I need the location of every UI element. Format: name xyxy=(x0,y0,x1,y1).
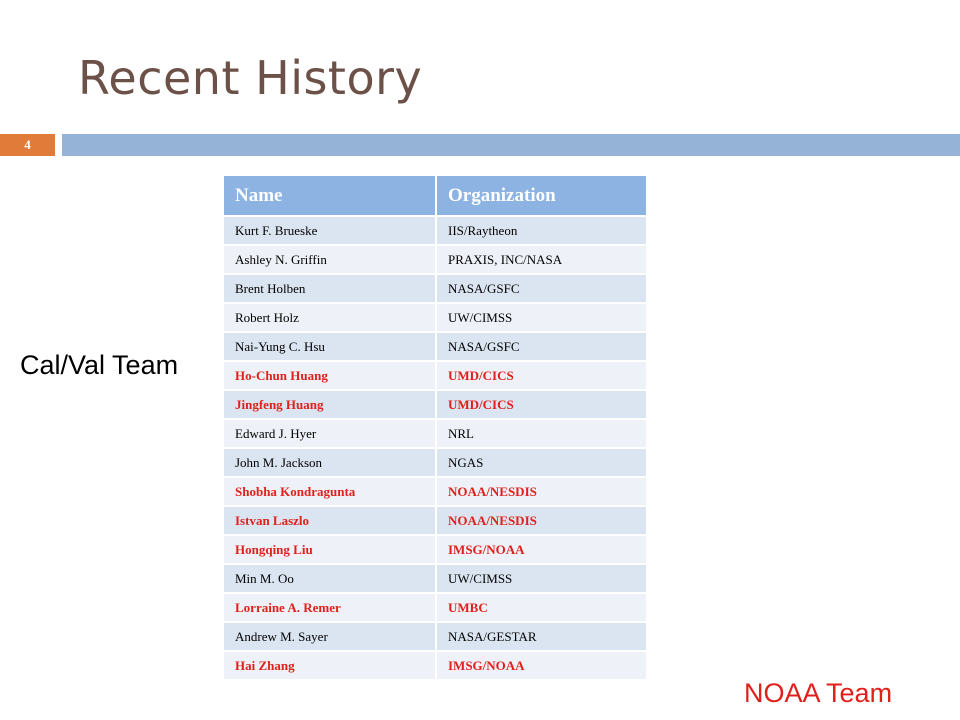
member-organization-cell: NASA/GESTAR xyxy=(436,622,647,651)
member-name-cell: Shobha Kondragunta xyxy=(224,477,436,506)
member-organization-cell: NGAS xyxy=(436,448,647,477)
team-roster-table xyxy=(224,176,648,681)
member-name-cell: Hai Zhang xyxy=(224,651,436,680)
member-name-cell: Andrew M. Sayer xyxy=(224,622,436,651)
member-name-cell: Min M. Oo xyxy=(224,564,436,593)
column-header-organization: Organization xyxy=(436,176,647,216)
member-organization-cell: NRL xyxy=(436,419,647,448)
member-name-cell: Lorraine A. Remer xyxy=(224,593,436,622)
table-row xyxy=(224,419,647,448)
table-row xyxy=(224,593,647,622)
member-organization-cell: NOAA/NESDIS xyxy=(436,477,647,506)
table-header-row xyxy=(224,176,647,216)
slide-number: 4 xyxy=(0,134,55,156)
member-organization-cell: NOAA/NESDIS xyxy=(436,506,647,535)
member-organization-cell: UMD/CICS xyxy=(436,390,647,419)
member-organization-cell: UMD/CICS xyxy=(436,361,647,390)
member-name-cell: Istvan Laszlo xyxy=(224,506,436,535)
member-name-cell: Ho-Chun Huang xyxy=(224,361,436,390)
member-name-cell: Ashley N. Griffin xyxy=(224,245,436,274)
member-organization-cell: UW/CIMSS xyxy=(436,564,647,593)
member-name-cell: Nai-Yung C. Hsu xyxy=(224,332,436,361)
table-row xyxy=(224,361,647,390)
slide-title: Recent History xyxy=(78,51,423,105)
table-row xyxy=(224,303,647,332)
table-row xyxy=(224,651,647,680)
member-organization-cell: IIS/Raytheon xyxy=(436,216,647,245)
table-row xyxy=(224,390,647,419)
member-name-cell: Edward J. Hyer xyxy=(224,419,436,448)
table-row xyxy=(224,564,647,593)
noaa-team-label: NOAA Team xyxy=(744,678,893,708)
column-header-name: Name xyxy=(224,176,436,216)
table-row xyxy=(224,332,647,361)
member-organization-cell: NASA/GSFC xyxy=(436,332,647,361)
table-row xyxy=(224,216,647,245)
member-name-cell: John M. Jackson xyxy=(224,448,436,477)
member-organization-cell: IMSG/NOAA xyxy=(436,651,647,680)
member-name-cell: Robert Holz xyxy=(224,303,436,332)
member-name-cell: Brent Holben xyxy=(224,274,436,303)
member-name-cell: Hongqing Liu xyxy=(224,535,436,564)
table-row xyxy=(224,477,647,506)
table-row xyxy=(224,448,647,477)
member-organization-cell: PRAXIS, INC/NASA xyxy=(436,245,647,274)
table-row xyxy=(224,506,647,535)
cal-val-team-label: Cal/Val Team xyxy=(20,350,179,380)
member-name-cell: Kurt F. Brueske xyxy=(224,216,436,245)
member-organization-cell: UW/CIMSS xyxy=(436,303,647,332)
table-row xyxy=(224,274,647,303)
member-organization-cell: UMBC xyxy=(436,593,647,622)
table-row xyxy=(224,245,647,274)
header-accent-bar xyxy=(62,134,960,156)
table-body xyxy=(224,216,647,680)
member-organization-cell: NASA/GSFC xyxy=(436,274,647,303)
table-row xyxy=(224,622,647,651)
member-organization-cell: IMSG/NOAA xyxy=(436,535,647,564)
member-name-cell: Jingfeng Huang xyxy=(224,390,436,419)
table-row xyxy=(224,535,647,564)
